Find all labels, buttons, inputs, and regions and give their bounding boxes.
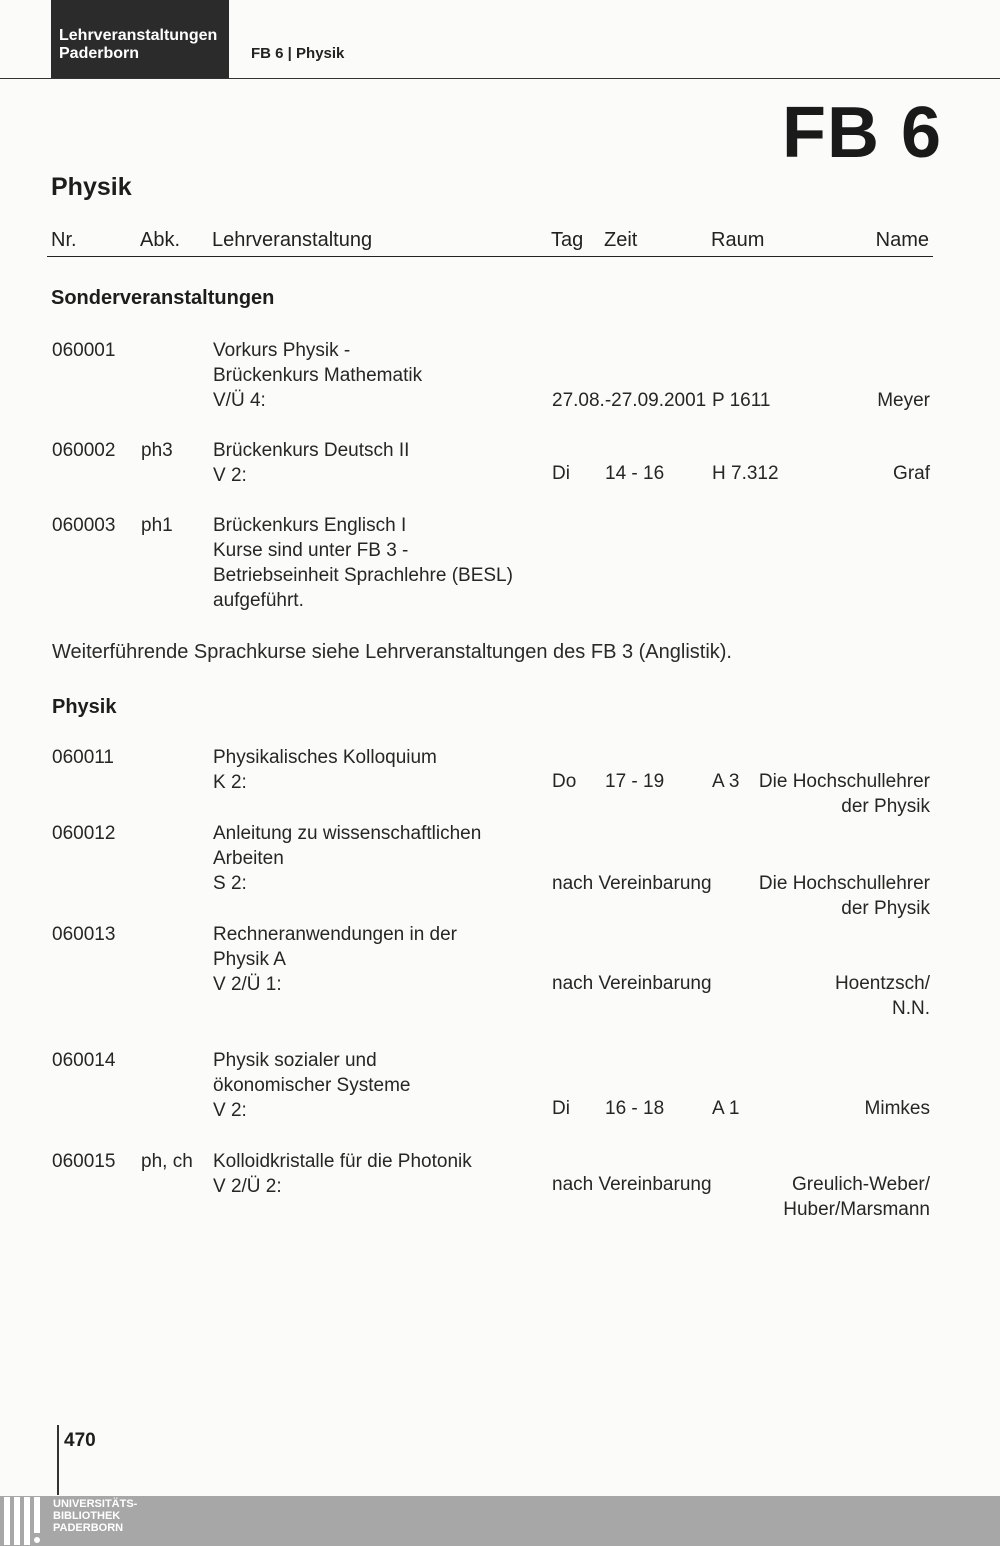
course-lecturer: Hoentzsch/ bbox=[834, 973, 930, 994]
course-lecturer: der Physik bbox=[841, 796, 930, 817]
page-title: Physik bbox=[51, 173, 132, 201]
course-title-line: V 2: bbox=[213, 465, 247, 486]
course-abbreviation: ph, ch bbox=[141, 1151, 193, 1172]
library-footer bbox=[0, 1496, 1000, 1546]
course-day: Di bbox=[552, 1098, 570, 1119]
course-room: H 7.312 bbox=[712, 463, 779, 484]
course-title-line: Physik A bbox=[213, 949, 286, 970]
section-tag: FB 6 bbox=[781, 93, 942, 173]
course-title-line: Rechneranwendungen in der bbox=[213, 924, 458, 945]
course-day: Di bbox=[552, 463, 570, 484]
course-number: 060003 bbox=[52, 515, 116, 536]
course-day: 27.08.-27.09.2001 bbox=[552, 390, 707, 411]
course-day: Do bbox=[552, 771, 577, 792]
section-heading-physik: Physik bbox=[52, 696, 117, 718]
section-heading-sonderveranstaltungen: Sonderveranstaltungen bbox=[51, 287, 275, 309]
col-tag: Tag bbox=[551, 229, 584, 251]
col-zeit: Zeit bbox=[604, 229, 638, 251]
course-title-line: V/Ü 4: bbox=[213, 390, 266, 411]
course-time: 14 - 16 bbox=[605, 463, 665, 484]
course-title-line: ökonomischer Systeme bbox=[213, 1075, 411, 1096]
course-title-line: V 2/Ü 2: bbox=[213, 1176, 282, 1197]
course-title-line: Physikalisches Kolloquium bbox=[213, 747, 437, 768]
course-number: 060011 bbox=[52, 747, 114, 768]
course-title-line: Arbeiten bbox=[213, 848, 284, 869]
course-title-line: Physik sozialer und bbox=[213, 1050, 377, 1071]
course-lecturer: Graf bbox=[893, 463, 930, 484]
course-title-line: V 2: bbox=[213, 1100, 247, 1121]
course-lecturer: Meyer bbox=[877, 390, 930, 411]
course-lecturer: Die Hochschullehrer bbox=[758, 771, 930, 792]
library-logo-icon bbox=[0, 1497, 50, 1545]
col-nr: Nr. bbox=[51, 229, 77, 251]
course-room: A 1 bbox=[712, 1098, 740, 1119]
course-title-line: Anleitung zu wissenschaftlichen bbox=[213, 823, 482, 844]
page-number-bar bbox=[57, 1425, 59, 1495]
course-lecturer: Huber/Marsmann bbox=[783, 1199, 930, 1220]
course-number: 060001 bbox=[52, 340, 116, 361]
running-title: FB 6 | Physik bbox=[251, 45, 345, 62]
course-title-line: Betriebseinheit Sprachlehre (BESL) bbox=[213, 565, 513, 586]
brand-line-1: Lehrveranstaltungen bbox=[59, 27, 218, 44]
course-time: 16 - 18 bbox=[605, 1098, 665, 1119]
course-room: A 3 bbox=[712, 771, 740, 792]
course-title-line: Brückenkurs Englisch I bbox=[213, 515, 407, 536]
course-abbreviation: ph1 bbox=[141, 515, 173, 536]
course-title-line: Kolloidkristalle für die Photonik bbox=[213, 1151, 472, 1172]
header-rule bbox=[0, 78, 1000, 79]
course-number: 060015 bbox=[52, 1151, 116, 1172]
course-lecturer: Mimkes bbox=[864, 1098, 930, 1119]
col-abk: Abk. bbox=[140, 229, 181, 251]
course-number: 060014 bbox=[52, 1050, 116, 1071]
course-lecturer: N.N. bbox=[892, 998, 930, 1019]
course-title-line: V 2/Ü 1: bbox=[213, 974, 282, 995]
course-title-line: S 2: bbox=[213, 873, 247, 894]
course-day: nach Vereinbarung bbox=[552, 973, 712, 994]
course-title-line: K 2: bbox=[213, 772, 247, 793]
library-name: UNIVERSITÄTS- BIBLIOTHEK PADERBORN bbox=[53, 1498, 138, 1534]
col-name: Name bbox=[875, 229, 929, 251]
course-title-line: Brückenkurs Deutsch II bbox=[213, 440, 410, 461]
course-number: 060012 bbox=[52, 823, 116, 844]
course-title-line: Vorkurs Physik - bbox=[213, 340, 351, 361]
course-day: nach Vereinbarung bbox=[552, 873, 712, 894]
brand-line-2: Paderborn bbox=[59, 45, 140, 62]
course-time: 17 - 19 bbox=[605, 771, 665, 792]
col-raum: Raum bbox=[711, 229, 765, 251]
header-underline bbox=[47, 256, 933, 257]
course-lecturer: Greulich-Weber/ bbox=[792, 1174, 930, 1195]
course-lecturer: Die Hochschullehrer bbox=[758, 873, 930, 894]
course-number: 060013 bbox=[52, 924, 116, 945]
brand-block bbox=[51, 0, 229, 78]
page-number: 470 bbox=[64, 1430, 96, 1451]
course-number: 060002 bbox=[52, 440, 116, 461]
course-abbreviation: ph3 bbox=[141, 440, 173, 461]
course-title-line: aufgeführt. bbox=[213, 590, 304, 611]
note-text: Weiterführende Sprachkurse siehe Lehrveranstaltungen des FB 3 (Anglistik). bbox=[52, 641, 732, 663]
col-lehrveranstaltung: Lehrveranstaltung bbox=[212, 229, 373, 251]
course-day: nach Vereinbarung bbox=[552, 1174, 712, 1195]
course-lecturer: der Physik bbox=[841, 898, 930, 919]
course-title-line: Kurse sind unter FB 3 - bbox=[213, 540, 409, 561]
course-room: P 1611 bbox=[712, 390, 771, 411]
course-title-line: Brückenkurs Mathematik bbox=[213, 365, 423, 386]
